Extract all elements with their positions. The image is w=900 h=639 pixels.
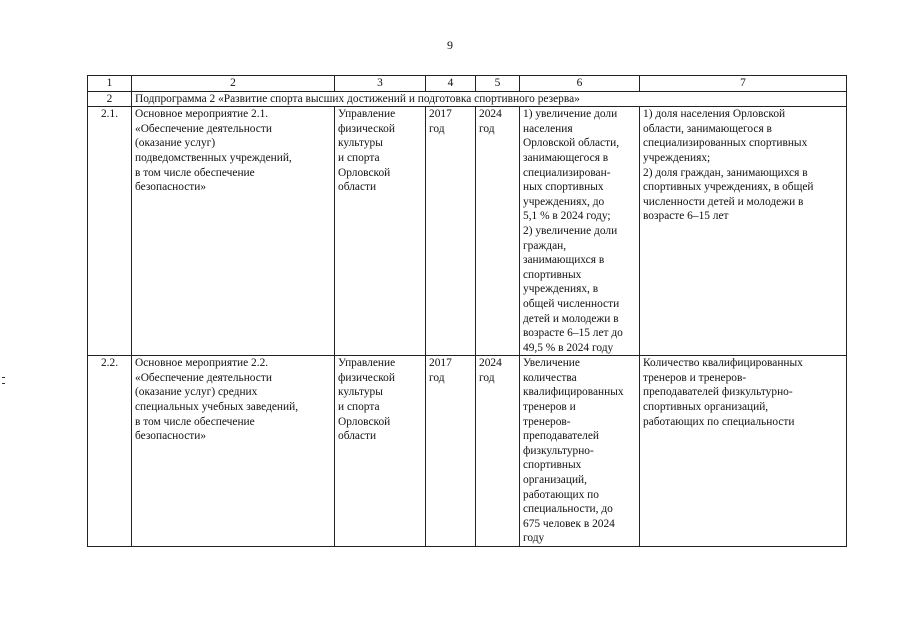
subprogram-title: Подпрограмма 2 «Развитие спорта высших достижений и подготовка спортивного резерва» [132,91,847,107]
indicators-cell: Количество квалифицированных тренеров и тренеров- преподавателей физкультурно- спортивных организаций, работающих по специальности [640,356,847,547]
table-row [88,356,847,547]
activity-cell: Основное мероприятие 2.2. «Обеспечение деятельности (оказание услуг) средних специальных учебных заведений, в том числе обеспечение безопасности» [132,356,335,547]
column-number: 5 [476,76,520,92]
result-cell: Увеличение количества квалифицированных тренеров и тренеров- преподавателей физкультурно- спортивных организаций, работающих по специальности, до 675 человек в 2024 году [520,356,640,547]
executor-cell: Управление физической культуры и спорта Орловской области [335,356,426,547]
subprogram-row [88,91,847,107]
activity-cell: Основное мероприятие 2.1. «Обеспечение деятельности (оказание услуг) подведомственных учреждений, в том числе обеспечение безопасности» [132,107,335,356]
column-number: 4 [426,76,476,92]
end-year-cell: 2024 год [476,107,520,356]
column-number-row [88,76,847,92]
result-cell: 1) увеличение доли населения Орловской области, занимающегося в специализирован- ных спортивных учреждениях, до 5,1 % в 2024 году; 2) увеличение доли граждан, занимающихся в спортивных учреждениях, в общей численности детей и молодежи в возрасте 6–15 лет до 49,5 % в 2024 году [520,107,640,356]
start-year-cell: 2017 год [426,107,476,356]
column-number: 3 [335,76,426,92]
start-year-cell: 2017 год [426,356,476,547]
indicators-cell: 1) доля населения Орловской области, занимающегося в специализированных спортивных учреждениях; 2) доля граждан, занимающихся в спортивных учреждениях, в общей численности детей и молодежи в возрасте 6–15 лет [640,107,847,356]
binding-mark [2,377,5,378]
page-number: 9 [447,38,453,52]
column-number: 7 [640,76,847,92]
row-number: 2.2. [88,356,132,547]
column-number: 2 [132,76,335,92]
end-year-cell: 2024 год [476,356,520,547]
column-number: 1 [88,76,132,92]
row-number: 2.1. [88,107,132,356]
executor-cell: Управление физической культуры и спорта Орловской области [335,107,426,356]
subprogram-number: 2 [88,91,132,107]
binding-mark [2,383,5,384]
program-table [87,75,847,547]
column-number: 6 [520,76,640,92]
table-row [88,107,847,356]
